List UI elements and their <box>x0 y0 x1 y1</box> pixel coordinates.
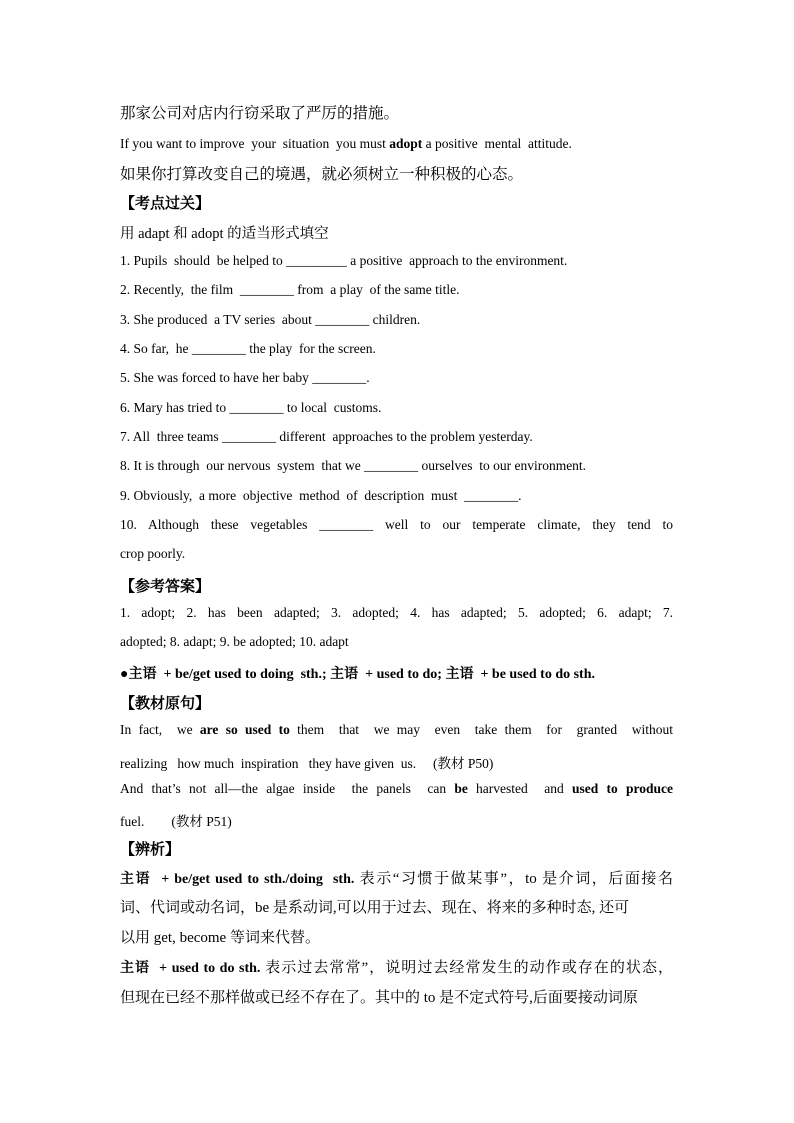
answers-line-1: 1. adopt; 2. has been adapted; 3. adopted; 4. has adapted; 5. adopted; 6. adapt; 7. <box>120 605 673 620</box>
exercise-item-1: 1. Pupils should be helped to _________ a positive approach to the environment. <box>120 253 568 268</box>
exercise-item-10-cont: crop poorly. <box>120 546 186 561</box>
analysis-para-1 <box>120 867 673 888</box>
exercise-item-6: 6. Mary has tried to ________ to local customs. <box>120 400 382 415</box>
answers-line-2: adopted; 8. adapt; 9. be adopted; 10. adapt <box>120 634 349 649</box>
textbook-s1-bold: are so used to <box>199 722 290 737</box>
textbook-sentence-2-cont: fuel. (教材 P51) <box>120 814 232 829</box>
exercise-item-2: 2. Recently, the film ________ from a play of the same title. <box>120 282 460 297</box>
intro-cn-translation: 如果你打算改变自己的境遇，就必须树立一种积极的心态。 <box>120 166 524 183</box>
analysis-p2-bold: 主语 + used to do sth. <box>120 961 261 976</box>
exercise-item-3: 3. She produced a TV series about ________ children. <box>120 312 421 327</box>
analysis-para-2-line-2: 但现在已经不那样做或已经不存在了。其中的 to 是不定式符号,后面要接动词原 <box>120 990 638 1006</box>
textbook-sentence-1 <box>120 722 673 738</box>
analysis-para-1-line-3: 以用 get, become 等词来代替。 <box>120 930 320 946</box>
analysis-p1-rest: 表示“习惯于做某事”，to 是介词，后面接名 <box>354 871 673 887</box>
analysis-para-1-line-2: 词、代词或动名词，be 是系动词,可以用于过去、现在、将来的多种时态, 还可 <box>120 900 630 916</box>
analysis-heading: 【辨析】 <box>120 842 181 858</box>
intro-en-post: a positive mental attitude. <box>422 136 572 151</box>
analysis-para-2 <box>120 956 673 977</box>
exercise-item-5: 5. She was forced to have her baby ________. <box>120 370 370 385</box>
textbook-s1-b: them that we may even take them for granted without <box>289 722 673 737</box>
exercise-heading: 【考点过关】 <box>120 196 211 212</box>
exercise-item-8: 8. It is through our nervous system that we ________ ourselves to our environment. <box>120 458 587 473</box>
exercise-item-9: 9. Obviously, a more objective method of description must ________. <box>120 488 522 503</box>
textbook-sentence-1-cont: realizing how much inspiration they have given us. (教材 P50) <box>120 756 494 771</box>
analysis-p2-rest: 表示过去常常”，说明过去经常发生的动作或存在的状态， <box>260 960 673 976</box>
textbook-s2-b: harvested and <box>467 781 572 796</box>
textbook-s2-bold-1: be <box>454 781 468 796</box>
intro-en-bold: adopt <box>389 136 423 151</box>
textbook-sentence-2 <box>120 781 673 797</box>
bullet-icon: ● <box>120 667 129 682</box>
analysis-p1-bold: 主语 + be/get used to sth./doing sth. <box>120 872 355 887</box>
textbook-s1-a: In fact, we <box>120 722 200 737</box>
intro-en-pre: If you want to improve your situation you must <box>120 136 390 151</box>
textbook-s2-a: And that’s not all—the algae inside the panels can <box>120 781 455 796</box>
grammar-point <box>120 663 673 683</box>
answers-heading: 【参考答案】 <box>120 579 211 595</box>
exercise-item-7: 7. All three teams ________ different approaches to the problem yesterday. <box>120 429 533 444</box>
exercise-item-10: 10. Although these vegetables ________ well to our temperate climate, they tend to <box>120 517 673 532</box>
textbook-s2-bold-2: used to produce <box>572 781 673 796</box>
exercise-item-4: 4. So far, he ________ the play for the screen. <box>120 341 376 356</box>
exercise-instruction: 用 adapt 和 adopt 的适当形式填空 <box>120 226 329 242</box>
intro-en-sentence <box>120 136 673 152</box>
intro-cn-sentence: 那家公司对店内行窃采取了严厉的措施。 <box>120 105 400 122</box>
textbook-heading: 【教材原句】 <box>120 696 211 712</box>
grammar-point-text: 主语 + be/get used to doing sth.; 主语 + used to do; 主语 + be used to do sth. <box>128 667 596 682</box>
